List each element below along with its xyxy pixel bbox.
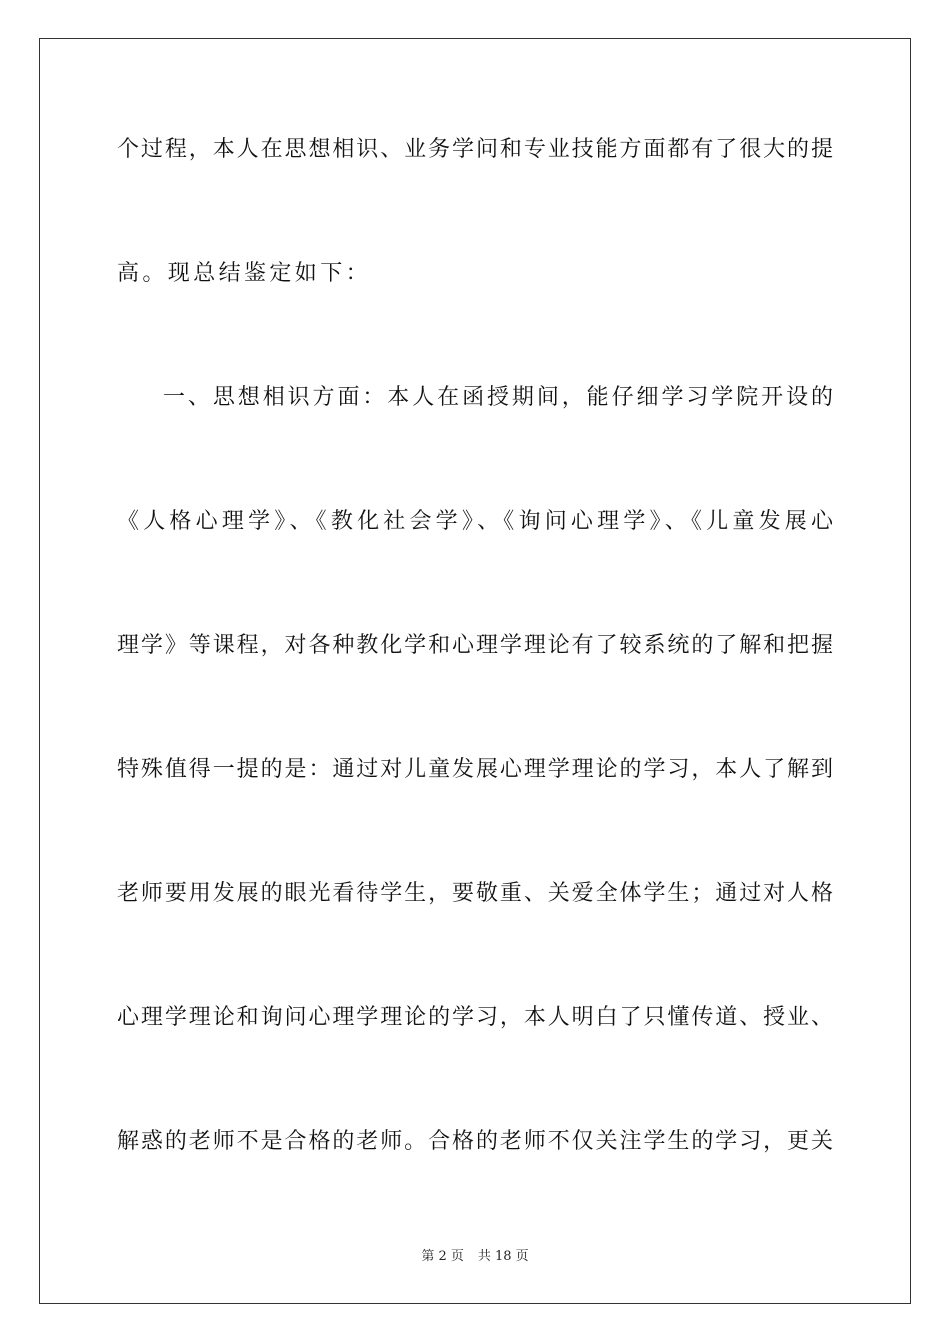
paragraph-line-9: 解惑的老师不是合格的老师。合格的老师不仅关注学生的学习，更关 — [117, 1129, 833, 1154]
paragraph-line-2: 高。现总结鉴定如下： — [117, 261, 372, 286]
paragraph-line-6: 特殊值得一提的是：通过对儿童发展心理学理论的学习，本人了解到 — [117, 757, 833, 782]
paragraph-line-5: 理学》等课程，对各种教化学和心理学理论有了较系统的了解和把握 — [117, 633, 833, 658]
page-number: 第 2 页 — [421, 1249, 464, 1264]
page-footer — [0, 1249, 950, 1265]
paragraph-line-3: 一、思想相识方面：本人在函授期间，能仔细学习学院开设的 — [163, 385, 833, 410]
paragraph-line-1: 个过程，本人在思想相识、业务学问和专业技能方面都有了很大的提 — [117, 137, 833, 162]
paragraph-line-8: 心理学理论和询问心理学理论的学习，本人明白了只懂传道、授业、 — [117, 1005, 833, 1030]
page-border — [39, 38, 911, 1304]
paragraph-line-7: 老师要用发展的眼光看待学生，要敬重、关爱全体学生；通过对人格 — [117, 881, 833, 906]
page-total: 共 18 页 — [477, 1249, 529, 1264]
paragraph-line-4: 《人格心理学》、《教化社会学》、《询问心理学》、《儿童发展心 — [117, 509, 833, 534]
